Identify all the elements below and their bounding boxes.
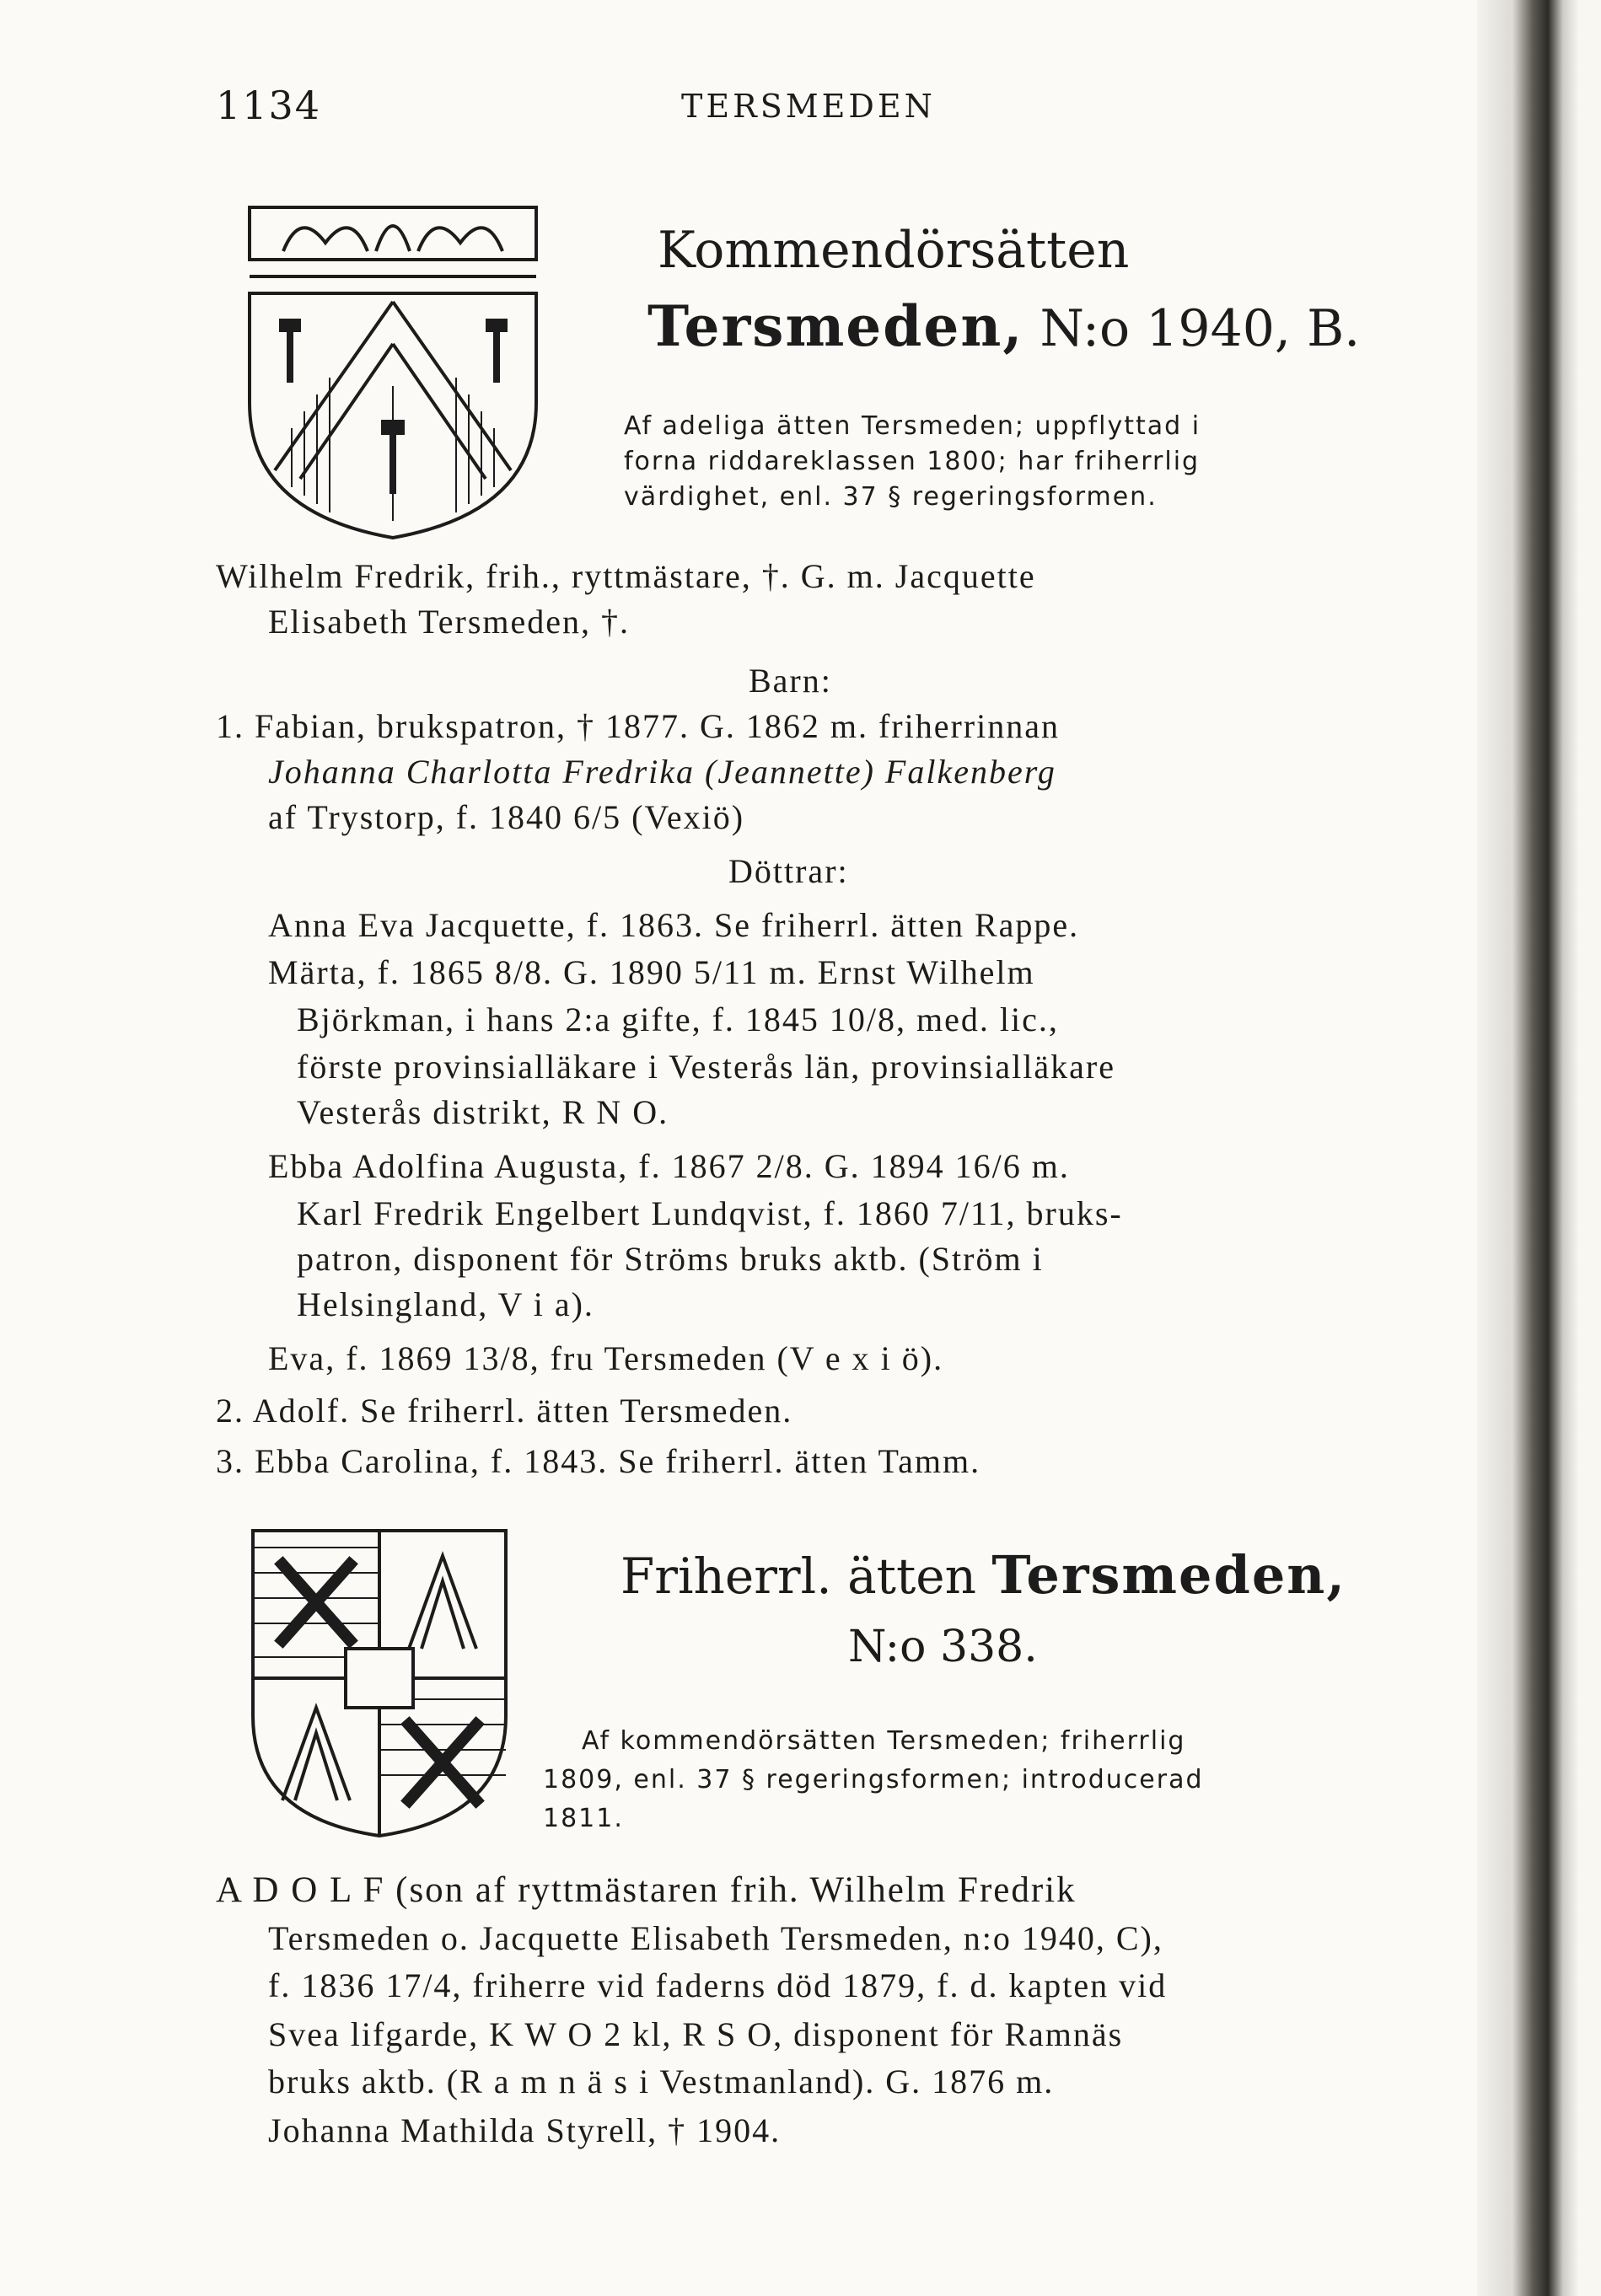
section1-number: N:o 1940, B.	[1040, 299, 1361, 358]
text-line: 2. Adolf. Se friherrl. ätten Tersmeden.	[216, 1392, 793, 1430]
text-line: A D O L F (son af ryttmästaren frih. Wilhelm Fredrik	[216, 1870, 1077, 1910]
text-line: Svea lifgarde, K W O 2 kl, R S O, disponent för Ramnäs	[268, 2015, 1124, 2053]
section2-heading	[621, 1544, 1346, 1606]
running-head: TERSMEDEN	[681, 88, 936, 125]
section2-description-line: 1811.	[543, 1804, 624, 1833]
section1-description-line: värdighet, enl. 37 § regeringsformen.	[624, 482, 1158, 512]
text-line: Björkman, i hans 2:a gifte, f. 1845 10/8, med. lic.,	[297, 1000, 1059, 1038]
text-line: bruks aktb. (R a m n ä s i Vestmanland). G. 1876 m.	[268, 2063, 1055, 2100]
text-line: Vesterås distrikt, R N O.	[297, 1093, 669, 1131]
text-line: af Trystorp, f. 1840 6/5 (Vexiö)	[268, 798, 745, 836]
section1-family-name: Tersmeden,	[647, 293, 1024, 359]
subheading-dottrar: Döttrar:	[728, 852, 849, 890]
section2-description-line: Af kommendörsätten Tersmeden; friherrlig	[582, 1726, 1186, 1756]
text-line: Anna Eva Jacquette, f. 1863. Se friherrl. ätten Rappe.	[268, 906, 1080, 944]
section2-family-name: Tersmeden,	[991, 1544, 1346, 1606]
text-line: 1. Fabian, brukspatron, † 1877. G. 1862 m. friherrinnan	[216, 707, 1060, 745]
coat-of-arms-icon	[244, 1522, 514, 1843]
subheading-barn: Barn:	[749, 662, 832, 700]
section1-heading: Kommendörsätten	[658, 221, 1130, 280]
text-line: Elisabeth Tersmeden, †.	[268, 603, 631, 641]
text-line: Wilhelm Fredrik, frih., ryttmästare, †. G. m. Jacquette	[216, 557, 1036, 595]
text-line: Eva, f. 1869 13/8, fru Tersmeden (V e x i ö).	[268, 1339, 944, 1377]
text-line: patron, disponent för Ströms bruks aktb. (Ström i	[297, 1240, 1044, 1278]
text-line: Tersmeden o. Jacquette Elisabeth Tersmeden, n:o 1940, C),	[268, 1919, 1163, 1957]
text-line: Karl Fredrik Engelbert Lundqvist, f. 1860 7/11, bruks-	[297, 1194, 1123, 1232]
book-spine-shadow	[1477, 0, 1578, 2296]
text-line: Johanna Mathilda Styrell, † 1904.	[268, 2111, 782, 2149]
text-line: f. 1836 17/4, friherre vid faderns död 1879, f. d. kapten vid	[268, 1966, 1168, 2004]
section1-description-line: Af adeliga ätten Tersmeden; uppflyttad i	[624, 411, 1201, 441]
text-line: 3. Ebba Carolina, f. 1843. Se friherrl. ätten Tamm.	[216, 1442, 981, 1480]
text-line: Johanna Charlotta Fredrika (Jeannette) Falkenberg	[268, 753, 1056, 791]
section1-description-line: forna riddareklassen 1800; har friherrlig	[624, 447, 1201, 476]
text-line: Helsingland, V i a).	[297, 1285, 594, 1323]
text-line: Märta, f. 1865 8/8. G. 1890 5/11 m. Ernst Wilhelm	[268, 953, 1035, 991]
text-line: förste provinsialläkare i Vesterås län, provinsialläkare	[297, 1048, 1115, 1086]
page-number: 1134	[216, 83, 322, 128]
page-edge	[1578, 0, 1601, 2296]
section1-subheading	[647, 293, 1457, 359]
section2-description-line: 1809, enl. 37 § regeringsformen; introducerad	[543, 1765, 1204, 1794]
section2-number: N:o 338.	[848, 1622, 1038, 1672]
section2-heading-prefix: Friherrl. ätten	[621, 1548, 976, 1605]
coat-of-arms-icon	[233, 192, 553, 546]
text-line: Ebba Adolfina Augusta, f. 1867 2/8. G. 1894 16/6 m.	[268, 1147, 1070, 1185]
